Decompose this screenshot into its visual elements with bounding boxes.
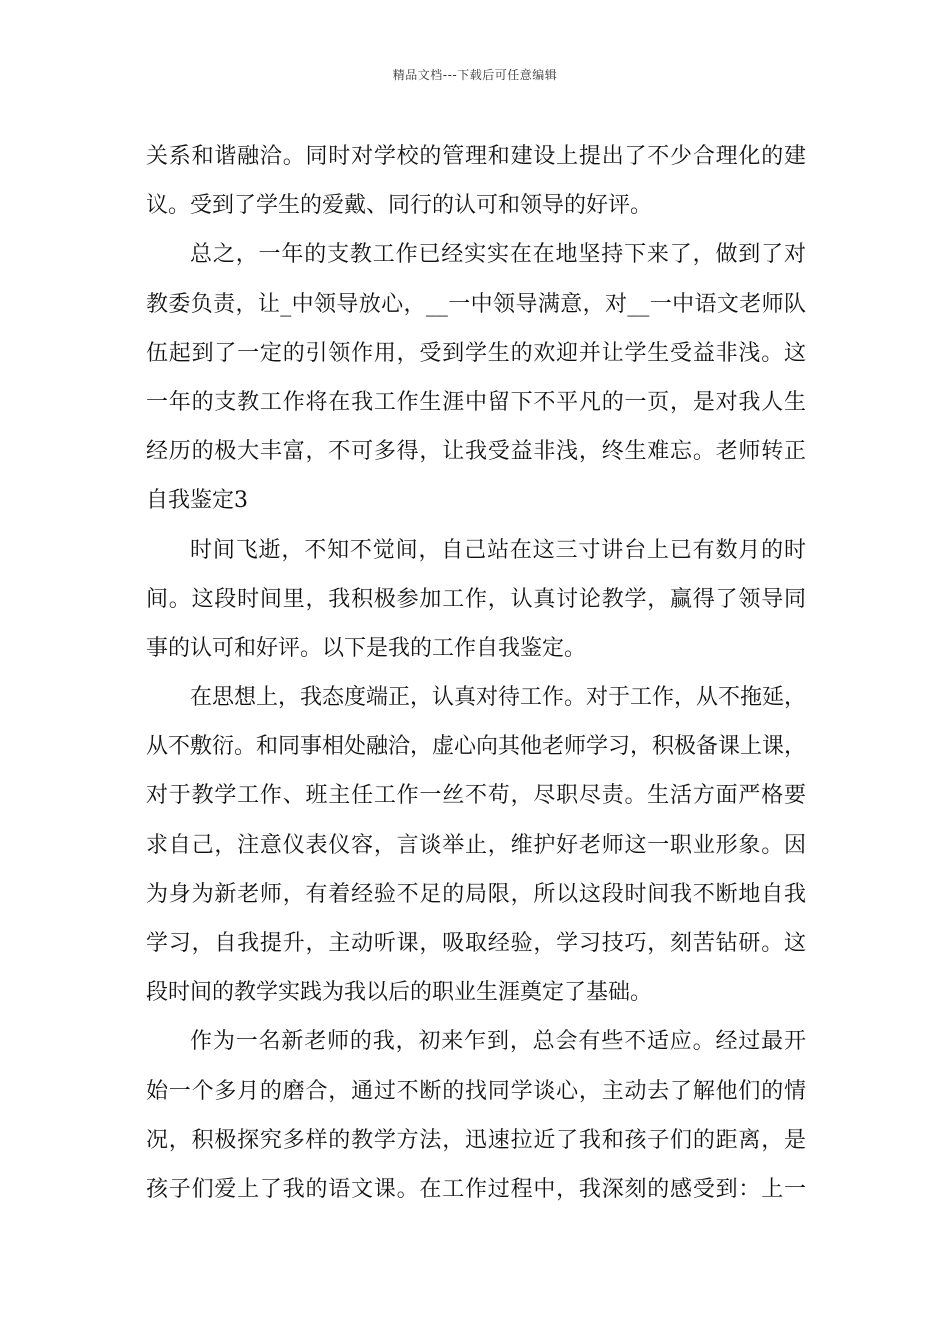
text-line: 议。受到了学生的爱戴、同行的认可和领导的好评。 bbox=[146, 193, 653, 219]
text-line: 间。这段时间里，我积极参加工作，认真讨论教学，赢得了领导同 bbox=[146, 586, 806, 612]
text-line: 关系和谐融洽。同时对学校的管理和建设上提出了不少合理化的建 bbox=[146, 144, 806, 169]
text-line: 时间飞逝，不知不觉间，自己站在这三寸讲台上已有数月的时 bbox=[190, 537, 806, 563]
text-line: 对于教学工作、班主任工作一丝不苟，尽职尽责。生活方面严格要 bbox=[146, 783, 806, 809]
text-line: 总之，一年的支教工作已经实实在在地坚持下来了，做到了对 bbox=[190, 242, 806, 268]
text-line: 教委负责，让_中领导放心，__一中领导满意，对__一中语文老师队 bbox=[146, 291, 806, 317]
text-line: 为身为新老师，有着经验不足的局限，所以这段时间我不断地自我 bbox=[146, 881, 806, 907]
text-line: 伍起到了一定的引领作用，受到学生的欢迎并让学生受益非浅。这 bbox=[146, 340, 806, 366]
text-line: 经历的极大丰富，不可多得，让我受益非浅，终生难忘。老师转正 bbox=[146, 439, 806, 465]
text-line: 作为一名新老师的我，初来乍到，总会有些不适应。经过最开 bbox=[190, 1029, 806, 1055]
text-line: 求自己，注意仪表仪容，言谈举止，维护好老师这一职业形象。因 bbox=[146, 832, 806, 858]
text-line: 事的认可和好评。以下是我的工作自我鉴定。 bbox=[146, 635, 587, 661]
document-body bbox=[146, 132, 806, 1214]
text-line: 自我鉴定3 bbox=[146, 488, 248, 514]
page-header: 精品文档---下载后可任意编辑 bbox=[392, 68, 558, 82]
text-line: 学习，自我提升，主动听课，吸取经验，学习技巧，刻苦钻研。这 bbox=[146, 931, 806, 956]
text-line: 段时间的教学实践为我以后的职业生涯奠定了基础。 bbox=[146, 980, 653, 1006]
text-line: 一年的支教工作将在我工作生涯中留下不平凡的一页，是对我人生 bbox=[146, 389, 806, 415]
text-line: 在思想上，我态度端正，认真对待工作。对于工作，从不拖延， bbox=[190, 685, 807, 711]
text-line: 孩子们爱上了我的语文课。在工作过程中，我深刻的感受到：上一 bbox=[146, 1176, 806, 1202]
text-line: 况，积极探究多样的教学方法，迅速拉近了我和孩子们的距离，是 bbox=[146, 1127, 806, 1153]
text-line: 始一个多月的磨合，通过不断的找同学谈心，主动去了解他们的情 bbox=[146, 1078, 806, 1104]
text-line: 从不敷衍。和同事相处融洽，虚心向其他老师学习，积极备课上课， bbox=[146, 734, 807, 760]
